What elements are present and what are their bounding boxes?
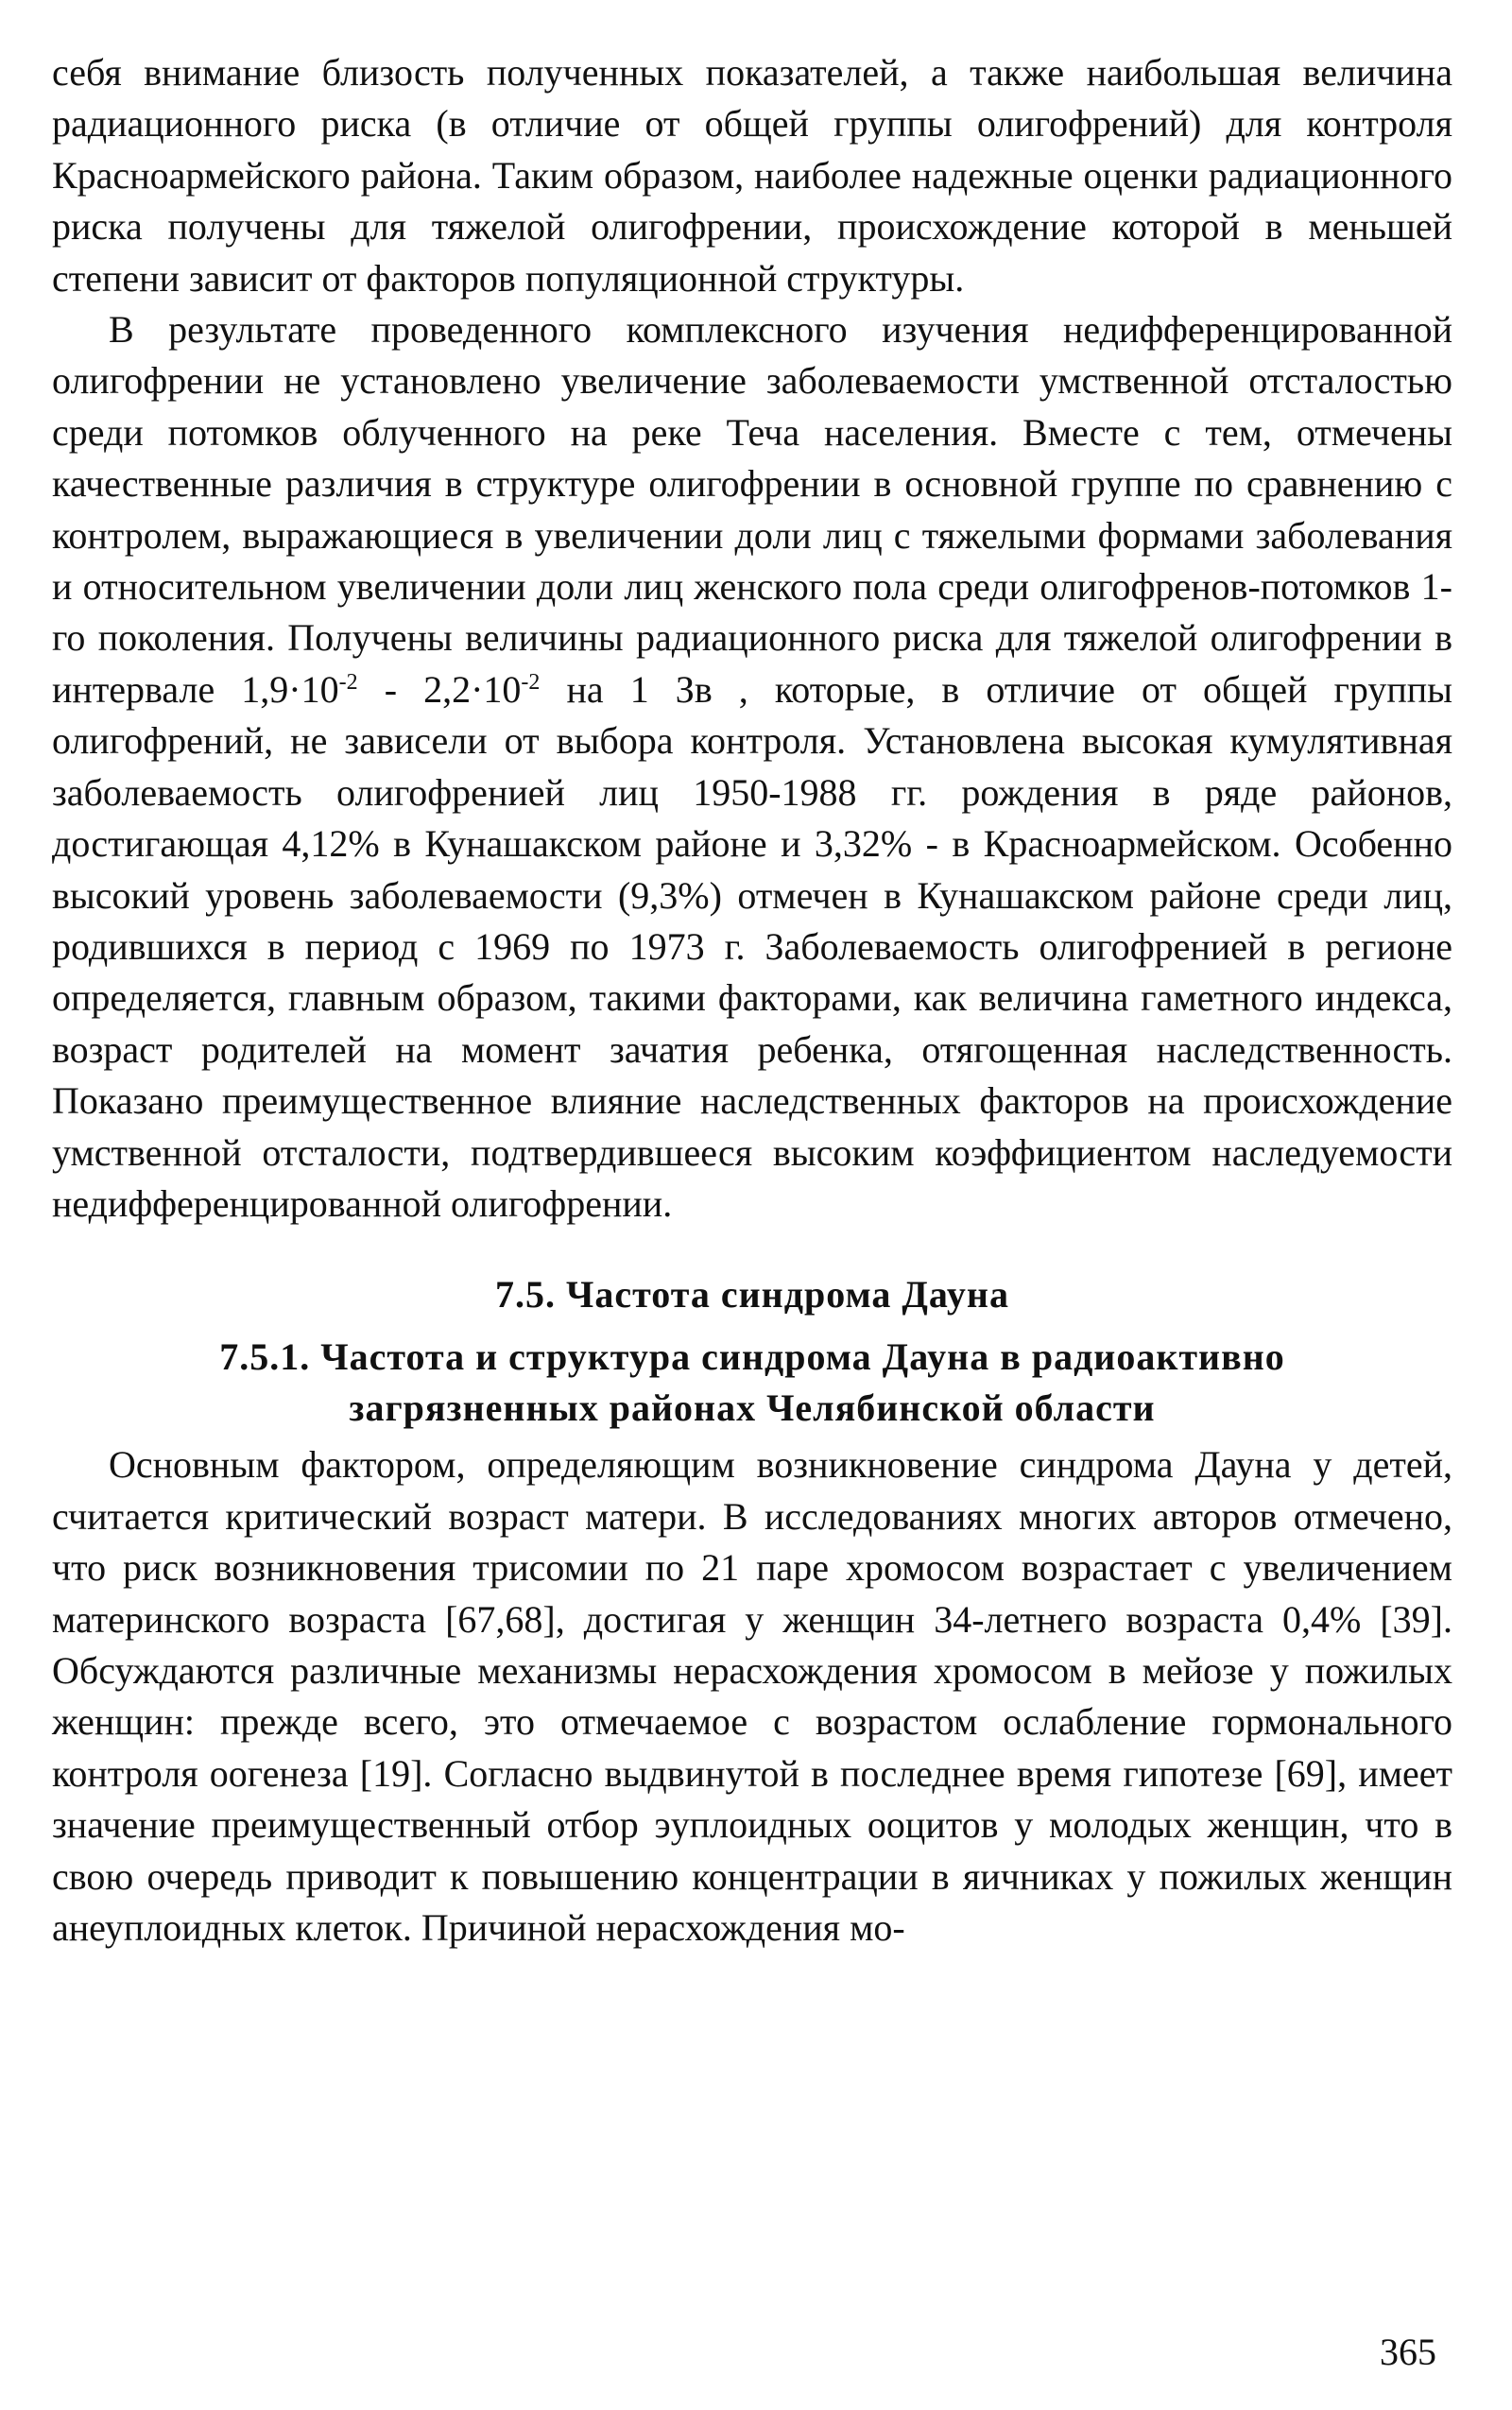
down-syndrome-paragraph: Основным фактором, определяющим возникновение синдрома Дауна у детей, считается критический возраст матери. В исследованиях многих авторов отмечено, что риск возникновения трисомии по 21 паре хромосом возрастает с увеличением материнского возраста [67,68], достигая у женщин 34-летнего возраста 0,4% [39]. Обсуждаются различные механизмы нерасхождения хромосом в мейозе у пожилых женщин: прежде всего, это отмечаемое с возрастом ослабление гормонального контроля оогенеза [19]. Согласно выдвинутой в последнее время гипотезе [69], имеет значение преимущественный отбор эуплоидных ооцитов у молодых женщин, что в свою очередь приводит к повышению концентрации в яичниках у пожилых женщин анеуплоидных клеток. Причиной нерасхождения мо- [52,1443,1452,1949]
exponent-1: -2 [338,669,358,695]
summary-text-part1: В результате проведенного комплексного изучения недифференцированной олигофрении не установлено увеличение заболеваемости умственной отсталостью среди потомков облученного на реке Теча населения. Вместе с тем, отмечены качественные различия в структуре олигофрении в основной группе по сравнению с контролем, выражающиеся в увеличении доли лиц с тяжелыми формами заболевания и относительном увеличении доли лиц женского пола среди олигофренов-потомков 1-го поколения. Получены величины радиационного риска для тяжелой олигофрении в интервале 1,9·10 [52,308,1452,711]
summary-text-part2: - 2,2·10 [357,667,522,711]
intro-paragraph: себя внимание близость полученных показателей, а также наибольшая величина радиационного риска (в отличие от общей группы олигофрений) для контроля Красноармейского района. Таким образом, наиболее надежные оценки радиационного риска получены для тяжелой олигофрении, происхождение которой в меньшей степени зависит от факторов популяционной структуры. [52,51,1452,300]
page-number: 365 [1380,2331,1436,2373]
exponent-2: -2 [521,669,541,695]
section-heading-7-5: 7.5. Частота синдрома Дауна [495,1273,1009,1317]
subsection-heading-7-5-1: 7.5.1. Частота и структура синдрома Дауна в радиоактивно загрязненных районах Челябинской области [219,1335,1285,1430]
summary-paragraph [52,304,1452,1230]
summary-text-part3: на 1 Зв , которые, в отличие от общей группы олигофрений, не зависели от выбора контроля. Установлена высокая кумулятивная заболеваемость олигофренией лиц 1950-1988 гг. рождения в ряде районов, достигающая 4,12% в Кунашакском районе и 3,32% - в Красноармейском. Особенно высокий уровень заболеваемости (9,3%) отмечен в Кунашакском районе среди лиц, родившихся в период с 1969 по 1973 г. Заболеваемость олигофренией в регионе определяется, главным образом, такими факторами, как величина гаметного индекса, возраст родителей на момент зачатия ребенка, отягощенная наследственность. Показано преимущественное влияние наследственных факторов на происхождение умственной отсталости, подтвердившееся высоким коэффициентом наследуемости недифференцированной олигофрении. [52,667,1453,1225]
document-page [52,47,1452,1954]
